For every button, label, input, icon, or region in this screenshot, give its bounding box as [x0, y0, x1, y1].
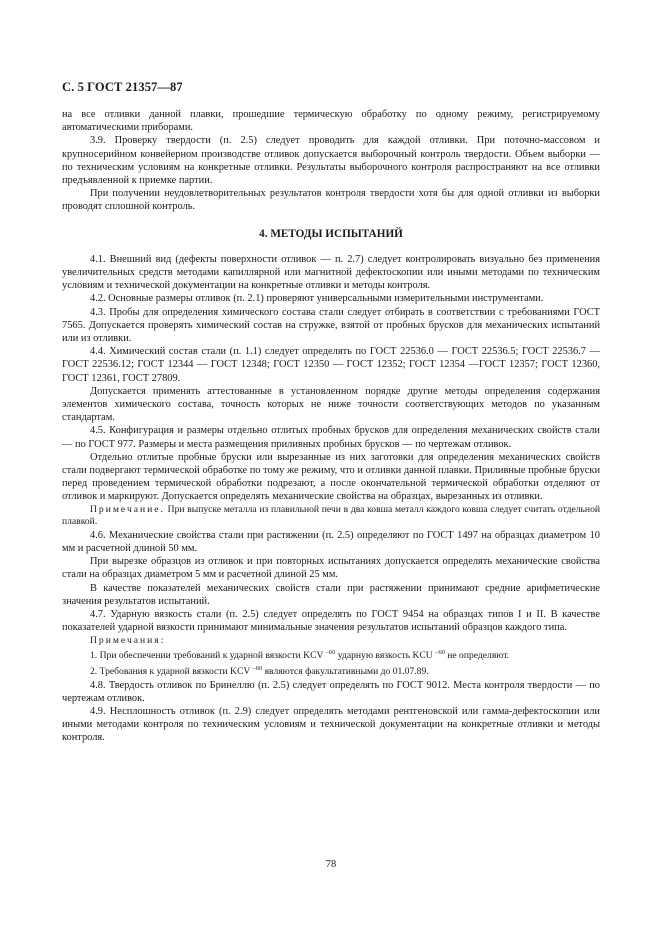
section-title: 4. МЕТОДЫ ИСПЫТАНИЙ — [259, 227, 403, 240]
paragraph: 4.5. Конфигурация и размеры отдельно отлитых пробных брусков для определения механических свойств стали — по ГОСТ 977. Размеры и места размещения приливных пробных брусков — по чертежам отливок. — [62, 425, 600, 450]
page-header: С. 5 ГОСТ 21357—87 — [62, 80, 183, 94]
paragraph: При получении неудовлетворительных результатов контроля твердости хотя бы для одной отливки из выборки проводят сплошной контроль. — [62, 188, 600, 213]
paragraph: 4.3. Пробы для определения химического состава стали следует отбирать в соответствии с требованиями ГОСТ 7565. Допускается проверять химический состав на стружке, взятой от пробных брусков для механических испытаний или из отливки. — [62, 306, 600, 345]
paragraph: 4.6. Механические свойства стали при растяжении (п. 2.5) определяют по ГОСТ 1497 на образцах диаметром 10 мм и расчетной длиной 50 мм. — [62, 529, 600, 555]
note-label: Примечание. — [90, 503, 165, 515]
note-item — [62, 663, 600, 679]
note-text: являются факультативными до 01.07.89. — [262, 666, 429, 678]
paragraph: 4.1. Внешний вид (дефекты поверхности отливок — п. 2.7) следует контролировать визуально без применения увеличительных средств методами капиллярной или магнитной дефектоскопии или иными методами по техническим условиям и технической документации на конкретные отливки и методы контроля. — [62, 253, 600, 292]
note-text: При выпуске металла из плавильной печи в два ковша металл каждого ковша следует считать отдельной плавкой. — [62, 503, 600, 528]
superscript: –60 — [252, 664, 263, 672]
paragraph: на все отливки данной плавки, прошедшие термическую обработку по одному режиму, регистрируемому автоматическими приборами. — [62, 109, 600, 134]
page-number: 78 — [325, 859, 337, 870]
paragraph: Допускается применять аттестованные в установленном порядке другие методы определения содержания элементов химического состава, точность которых не ниже точности соответствующих методов по указанным стандартам. — [62, 385, 600, 424]
document-body — [62, 108, 600, 745]
paragraph: 4.2. Основные размеры отливок (п. 2.1) проверяют универсальными измерительными инструментами. — [90, 293, 544, 305]
paragraph: 4.7. Ударную вязкость стали (п. 2.5) следует определять по ГОСТ 9454 на образцах типов I и II. В качестве показателей ударной вязкости принимают минимальные значения результатов испытаний образцов каждого типа. — [62, 609, 600, 634]
paragraph: 4.8. Твердость отливок по Бринеллю (п. 2.5) следует определять по ГОСТ 9012. Места контроля твердости — по чертежам отливок. — [62, 679, 600, 704]
document-page — [62, 0, 600, 936]
paragraph: 4.9. Несплошность отливок (п. 2.9) следует определять методами рентгеновской или гамма-дефектоскопии или иными методами контроля по техническим условиям и технической документации на конкретные отливки и методы контроля. — [62, 706, 600, 744]
note-text: не определяют. — [444, 650, 510, 662]
note-text: 2. Требования к ударной вязкости KCV — [90, 666, 253, 678]
note-text: ударную вязкость KCU — [335, 650, 436, 662]
note — [62, 504, 600, 529]
paragraph: При вырезке образцов из отливок и при повторных испытаниях допускается определять механические свойства стали на образцах диаметром 5 мм и расчетной длиной 25 мм. — [62, 556, 600, 581]
paragraph: Отдельно отлитые пробные бруски или вырезанные из них заготовки для определения механических свойств стали подвергают термической обработке по тому же режиму, что и отливки данной плавки. Приливные пробные бруски перед проведением термической обработки подрезают, а после окончательной термической обработки отделяют от отливок и маркируют. Допускается определять механические свойства на образцах, вырезанных из отливки. — [62, 451, 600, 503]
paragraph: 4.4. Химический состав стали (п. 1.1) следует определять по ГОСТ 22536.0 — ГОСТ 22536.5; ГОСТ 22536.7 — ГОСТ 22536.12; ГОСТ 12344 — ГОСТ 12348; ГОСТ 12350 — ГОСТ 12352; ГОСТ 12354 —ГОСТ 12357; ГОСТ 12360, ГОСТ 12361, ГОСТ 27809. — [62, 346, 600, 384]
superscript: –60 — [435, 649, 445, 657]
paragraph: 3.9. Проверку твердости (п. 2.5) следует проводить для каждой отливки. При поточно-массовом и крупносерийном конвейерном производстве отливок допускается выборочный контроль твердости. Объем выборки — по техническим условиям на конкретные отливки. Результаты выборочного контроля распространяют на все отливки предъявленной к приемке партии. — [62, 135, 600, 187]
superscript: –60 — [325, 649, 336, 657]
note-item — [62, 647, 600, 663]
note-text: 1. При обеспечении требований к ударной вязкости KCV — [90, 650, 326, 662]
paragraph: В качестве показателей механических свойств стали при растяжении принимают средние арифметические значения результатов испытаний. — [62, 582, 600, 607]
notes-label: Примечания: — [90, 634, 166, 646]
